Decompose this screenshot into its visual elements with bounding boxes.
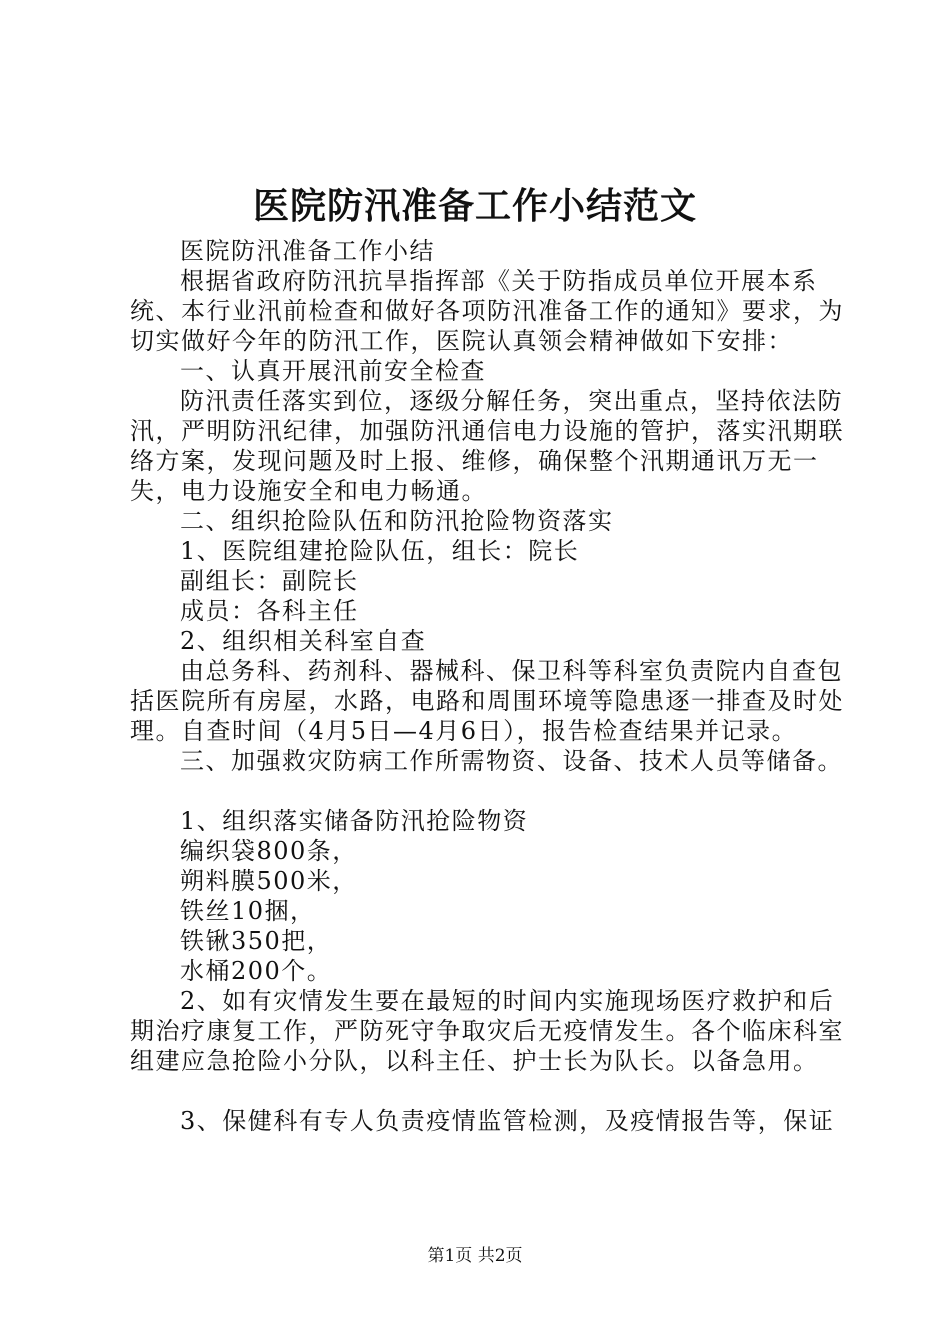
supply-item: 铁锹350把， [180, 927, 333, 955]
supply-item: 水桶200个。 [180, 957, 333, 985]
section3-item3: 3、保健科有专人负责疫情监管检测，及疫情报告等，保证 [180, 1107, 835, 1135]
supply-item: 铁丝10捆， [180, 897, 316, 925]
section2-heading: 二、组织抢险队伍和防汛抢险物资落实 [180, 507, 614, 535]
subtitle: 医院防汛准备工作小结 [180, 237, 435, 265]
section2-members: 成员：各科主任 [180, 597, 359, 625]
supply-item: 编织袋800条， [180, 837, 358, 865]
paragraph-gap [130, 1076, 845, 1106]
page-number-footer: 第1页 共2页 [427, 1246, 523, 1266]
section3-item2: 2、如有灾情发生要在最短的时间内实施现场医疗救护和后期治疗康复工作，严防死守争取灾后无疫情发生。各个临床科室组建应急抢险小分队，以科主任、护士长为队长。以备急用。 [130, 987, 844, 1075]
supply-item: 朔料膜500米， [180, 867, 358, 895]
section2-item1: 1、医院组建抢险队伍，组长：院长 [180, 537, 580, 565]
section3-heading: 三、加强救灾防病工作所需物资、设备、技术人员等储备。 [180, 747, 843, 775]
document-body [130, 236, 845, 1136]
section1-heading: 一、认真开展汛前安全检查 [180, 357, 486, 385]
section2-deputy: 副组长：副院长 [180, 567, 359, 595]
section2-item2: 2、组织相关科室自查 [180, 627, 427, 655]
intro-paragraph: 根据省政府防汛抗旱指挥部《关于防指成员单位开展本系统、本行业汛前检查和做好各项防汛准备工作的通知》要求，为切实做好今年的防汛工作，医院认真领会精神做如下安排： [130, 267, 844, 355]
paragraph-gap [130, 776, 845, 806]
section2-item2-body: 由总务科、药剂科、器械科、保卫科等科室负责院内自查包括医院所有房屋，水路，电路和周围环境等隐患逐一排查及时处理。自查时间（4月5日—4月6日），报告检查结果并记录。 [130, 657, 844, 745]
document-title: 医院防汛准备工作小结范文 [252, 185, 697, 227]
section3-item1: 1、组织落实储备防汛抢险物资 [180, 807, 529, 835]
section1-body: 防汛责任落实到位，逐级分解任务，突出重点，坚持依法防汛，严明防汛纪律，加强防汛通信电力设施的管护，落实汛期联络方案，发现问题及时上报、维修，确保整个汛期通讯万无一失，电力设施安全和电力畅通。 [130, 387, 844, 505]
